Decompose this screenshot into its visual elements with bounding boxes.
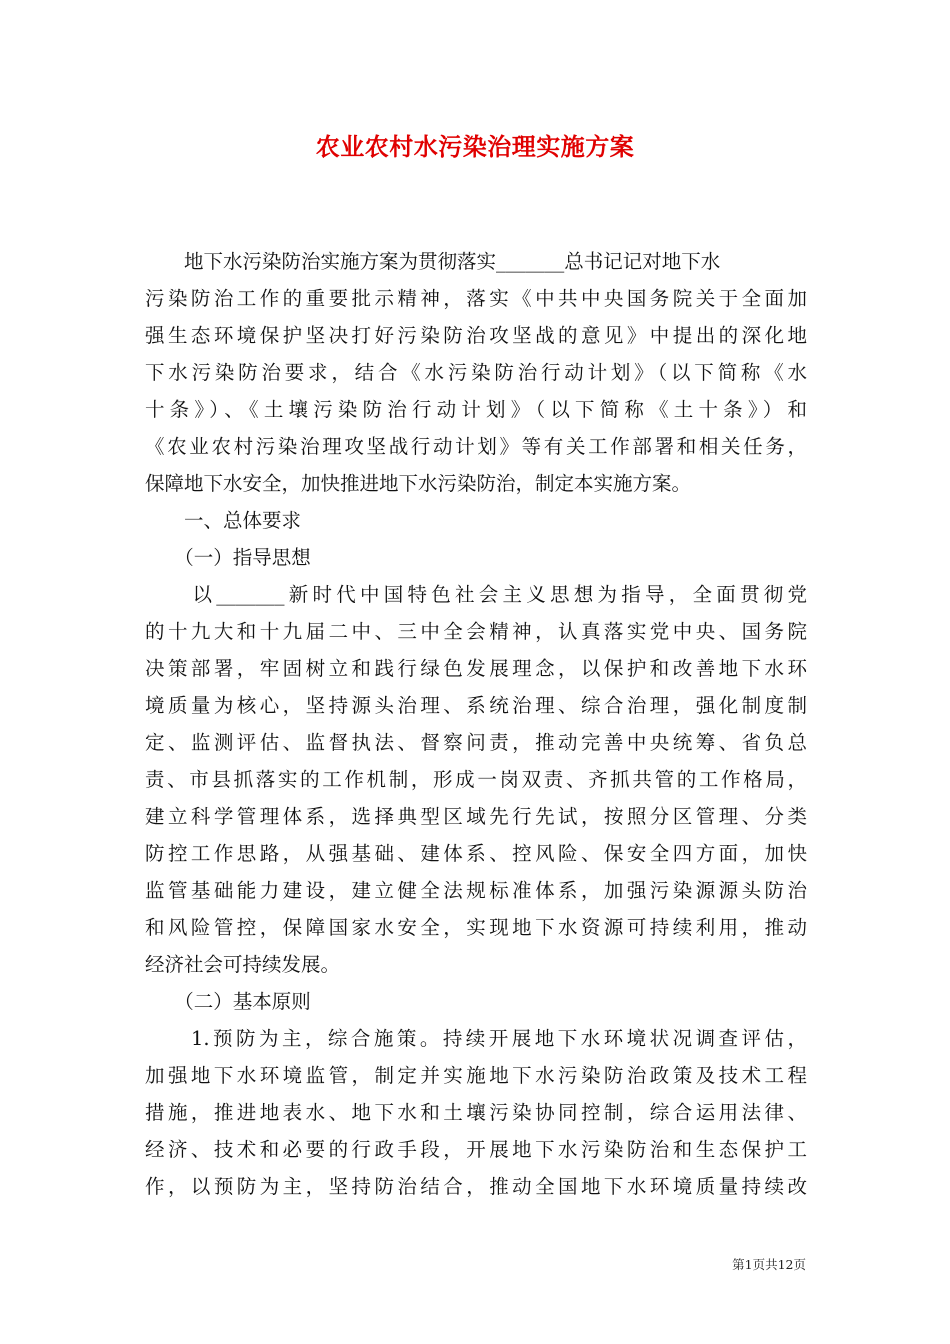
document-title: 农业农村水污染治理实施方案 (315, 132, 635, 161)
text-line: 污染防治工作的重要批示精神，落实《中共中央国务院关于全面加 (145, 287, 807, 310)
text-line: 和风险管控，保障国家水安全，实现地下水资源可持续利用，推动 (145, 916, 807, 939)
text-line: 境质量为核心，坚持源头治理、系统治理、综合治理，强化制度制 (145, 694, 807, 717)
page-footer: 第1页共12页 (732, 1257, 806, 1272)
text-line: 十条》）、《土壤污染防治行动计划》（以下简称《土十条》）和 (145, 398, 807, 421)
text-line: 建立科学管理体系，选择典型区域先行先试，按照分区管理、分类 (145, 805, 807, 828)
text-line: 措施，推进地表水、地下水和土壤污染协同控制，综合运用法律、 (145, 1101, 807, 1124)
text-line: 作，以预防为主，坚持防治结合，推动全国地下水环境质量持续改 (145, 1175, 807, 1198)
text-line: 监管基础能力建设，建立健全法规标准体系，加强污染源源头防治 (145, 879, 807, 902)
text-line: 防控工作思路，从强基础、建体系、控风险、保安全四方面，加快 (145, 842, 807, 865)
text-line: 决策部署，牢固树立和践行绿色发展理念，以保护和改善地下水环 (145, 657, 807, 680)
text-line: 责、市县抓落实的工作机制，形成一岗双责、齐抓共管的工作格局， (145, 768, 807, 791)
subsection-heading: （二）基本原则 (145, 990, 311, 1013)
text-line: 以_______新时代中国特色社会主义思想为指导，全面贯彻党 (145, 583, 807, 606)
text-line: 《农业农村污染治理攻坚战行动计划》等有关工作部署和相关任务， (145, 435, 807, 458)
text-line: 下水污染防治要求，结合《水污染防治行动计划》（以下简称《水 (145, 361, 807, 384)
text-line: 保障地下水安全，加快推进地下水污染防治，制定本实施方案。 (145, 472, 692, 495)
subsection-heading: （一）指导思想 (145, 546, 311, 569)
text-line: 经济社会可持续发展。 (145, 953, 341, 976)
text-line: 的十九大和十九届二中、三中全会精神，认真落实党中央、国务院 (145, 620, 807, 643)
text-line: 定、监测评估、监督执法、督察问责，推动完善中央统筹、省负总 (145, 731, 807, 754)
text-line: 1.预防为主，综合施策。持续开展地下水环境状况调查评估， (145, 1027, 807, 1050)
text-line: 地下水污染防治实施方案为贯彻落实_______总书记记对地下水 (145, 250, 721, 273)
text-line: 强生态环境保护坚决打好污染防治攻坚战的意见》中提出的深化地 (145, 324, 807, 347)
document-body (145, 243, 807, 1205)
text-line: 加强地下水环境监管，制定并实施地下水污染防治政策及技术工程 (145, 1064, 807, 1087)
text-line: 经济、技术和必要的行政手段，开展地下水污染防治和生态保护工 (145, 1138, 807, 1161)
section-heading: 一、总体要求 (145, 509, 302, 532)
